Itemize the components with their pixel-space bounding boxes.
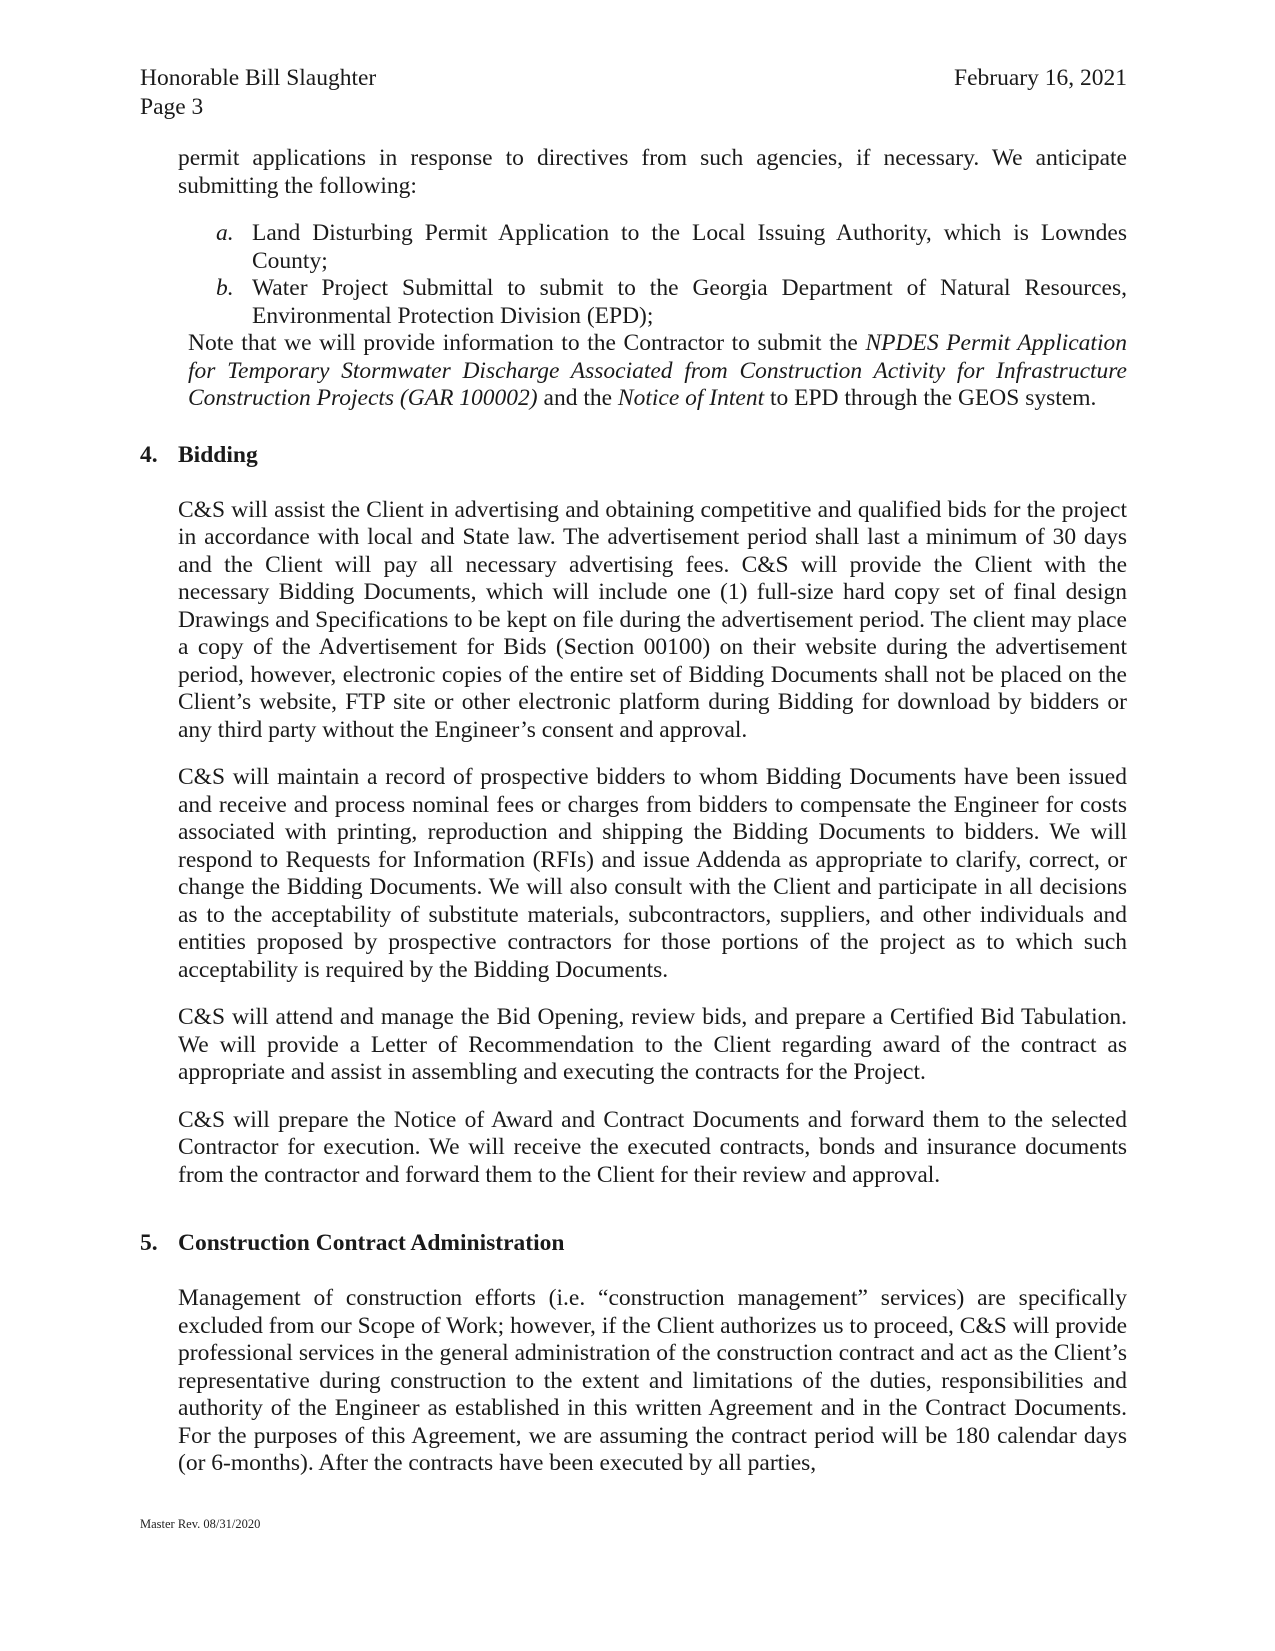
spacer <box>140 200 1127 220</box>
bidding-paragraph-3: C&S will attend and manage the Bid Opening, review bids, and prepare a Certified Bid Tabulation. We will provide a Letter of Recommendation to the Client regarding award of the contract as appropriate and assist in assembling and executing the contracts for the Project. <box>178 1004 1127 1085</box>
header-page-label: Page 3 <box>140 94 204 120</box>
section-title: Bidding <box>178 441 258 468</box>
header-first-row <box>140 64 1127 93</box>
section-number: 5. <box>140 1230 158 1256</box>
list-item-text: Water Project Submittal to submit to the Georgia Department of Natural Resources, Environmental Protection Division (EPD); <box>252 275 1127 329</box>
list-item-marker: a. <box>216 220 234 246</box>
continued-paragraph: permit applications in response to directives from such agencies, if necessary. We anticipate submitting the following: <box>178 145 1127 199</box>
section-heading-construction-contract-administration <box>140 1229 1127 1257</box>
footer-revision: Master Rev. 08/31/2020 <box>140 1517 261 1531</box>
note-italic-title-1: NPDES Permit Application for Temporary Stormwater Discharge Associated from Construction Activity for Infrastructure Construction Projects (GAR 100002) <box>188 330 1127 411</box>
bidding-paragraph-1: C&S will assist the Client in advertising and obtaining competitive and qualified bids for the project in accordance with local and State law. The advertisement period shall last a minimum of 30 days and the Client will pay all necessary advertising fees. C&S will provide the Client with the necessary Bidding Documents, which will include one (1) full-size hard copy set of final design Drawings and Specifications to be kept on file during the advertisement period. The client may place a copy of the Advertisement for Bids (Section 00100) on their website during the advertisement period, however, electronic copies of the entire set of Bidding Documents shall not be placed on the Client’s website, FTP site or other electronic platform during Bidding for download by bidders or any third party without the Engineer’s consent and approval. <box>178 496 1127 743</box>
spacer <box>140 413 1127 441</box>
header-date: February 16, 2021 <box>954 65 1127 91</box>
spacer <box>140 469 1127 497</box>
document-body <box>140 145 1127 1478</box>
note-middle: and the <box>537 385 618 411</box>
bidding-paragraph-2: C&S will maintain a record of prospective bidders to whom Bidding Documents have been issued and receive and process nominal fees or charges from bidders to compensate the Engineer for costs associated with printing, reproduction and shipping the Bidding Documents to bidders. We will respond to Requests for Information (RFIs) and issue Addenda as appropriate to clarify, correct, or change the Bidding Documents. We will also consult with the Client and participate in all decisions as to the acceptability of substitute materials, subcontractors, suppliers, and other individuals and entities proposed by prospective contractors for those portions of the project as to which such acceptability is required by the Bidding Documents. <box>178 764 1127 983</box>
lettered-list <box>140 220 1127 330</box>
list-item-text: Land Disturbing Permit Application to the Local Issuing Authority, which is Lowndes County; <box>252 220 1127 274</box>
list-item-marker: b. <box>216 275 234 301</box>
bidding-paragraph-4: C&S will prepare the Notice of Award and Contract Documents and forward them to the selected Contractor for execution. We will receive the executed contracts, bonds and insurance documents from the contractor and forward them to the Client for their review and approval. <box>178 1106 1127 1188</box>
construction-paragraph-1: Management of construction efforts (i.e. “construction management” services) are specifically excluded from our Scope of Work; however, if the Client authorizes us to proceed, C&S will provide professional services in the general administration of the construction contract and act as the Client’s representative during construction to the extent and limitations of the duties, responsibilities and authority of the Engineer as established in this written Agreement and in the Contract Documents. For the purposes of this Agreement, we are assuming the contract period will be 180 calendar days (or 6-months). After the contracts have been executed by all parties, <box>178 1285 1127 1476</box>
note-italic-title-2: Notice of Intent <box>617 385 765 411</box>
header-recipient: Honorable Bill Slaughter <box>140 65 377 91</box>
spacer <box>140 744 1127 764</box>
section-number: 4. <box>140 441 158 468</box>
note-lead: Note that we will provide information to the Contractor to submit the <box>188 330 866 356</box>
spacer <box>140 1257 1127 1285</box>
section-heading-bidding <box>140 441 1127 469</box>
section-title: Construction Contract Administration <box>178 1230 565 1256</box>
letter-header <box>140 64 1127 122</box>
spacer <box>140 1189 1127 1229</box>
list-item <box>140 275 1127 330</box>
spacer <box>140 1087 1127 1107</box>
list-item <box>140 220 1127 275</box>
note-paragraph <box>140 330 1127 413</box>
note-tail: to EPD through the GEOS system. <box>764 385 1097 411</box>
spacer <box>140 984 1127 1004</box>
